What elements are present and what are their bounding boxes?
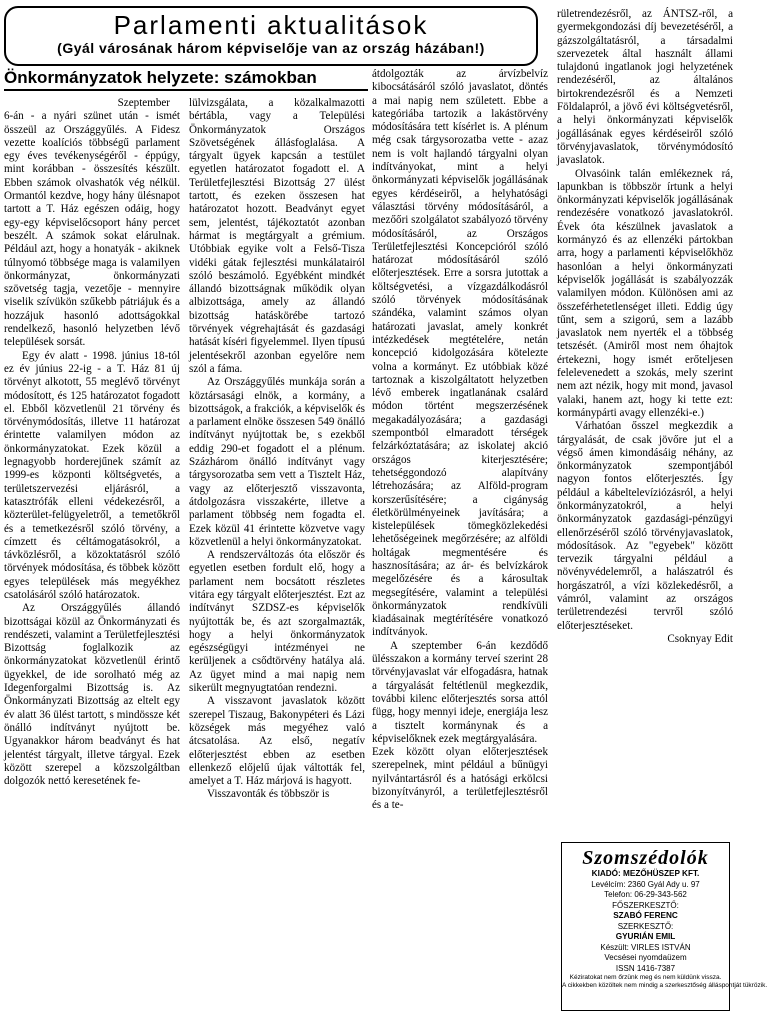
article-column-1 xyxy=(4,97,180,1009)
paragraph: A visszavont javaslatok között szerepel Tiszaug, Bakonypéteri és Lázi községek más megyéhez való átcsatolása. Az első, negatív előterjesztést ebben az esetben ellenkező előjelű újak váltották fel, amelyet a T. Ház márjová is hagyott. xyxy=(189,695,365,788)
paragraph: Egy év alatt - 1998. június 18-tól ez év június 22-ig - a T. Ház 81 új törvényt alkotott, 55 meglévő törvényt módosított, és 125 határozatot fogadott el. Ebből közvetlenül 21 törvény és törvénymódosítás, illetve 11 határozat érintette valamilyen módon az önkormányzatokat. Ezek közül a legnagyobb horderejűnek számít az 1999-es központi költségvetés, a területszervezési eljárásról, a katasztrófák elleni védekezésről, a közterület-felügyeletről, a temetőkről és a temetkezésről szóló törvény, a címzett és céltámogatásokról, a távközlésről, a közoktatásról szóló törvények módosítása, és többek között egyes települések más megyékhez csatolásáról szóló határozatok. xyxy=(4,349,180,601)
article-author: Csoknyay Edit xyxy=(667,632,733,645)
imprint-issn: ISSN 1416-7387 xyxy=(615,963,676,973)
paragraph: lülvizsgálata, a közalkalmazotti bértábla, vagy a Települési Önkormányzatok Országos Szövetségének állásfoglalása. A tárgyalt ügyek kapcsán a testület egyetlen határozatot fogadott el. A Területfejlesztési Bizottság 27 ülést tartott, és ezeken összesen hat határozatot hozott. Beadványt egyet sem, jelentést, tájékoztatót azonban hármat is megtárgyalt a grémium. Utóbbiak egyike volt a Felső-Tisza vidéki gátak fejlesztési munkálatairól szóló beszámoló. Egyébként mindkét állandó bizottságnak működik olyan albizottsága, amely az állandó bizottság hatáskörébe tartozó törvények végrehajtását és gazdasági hatását kíséri figyelemmel. Ilyen típusú jelentésekről azonban egyelőre nem szól a fáma. xyxy=(189,97,365,375)
paragraph: Olvasóink talán emlékeznek rá, lapunkban is többször írtunk a helyi önkormányzati képviselők jogállásának rendezésére vonatkozó javaslatokról. Évek óta készülnek javaslatok a kormányzó és az ellenzéki pártokban arra, hogy a parlamenti képviselőkhöz hasonlóan a helyi önkormányzati képviselők jogállását is szabályozzák valamilyen módon. Különösen ami az összeférhetetlenséget illeti. Eddig úgy tűnt, sem a szigorú, sem a lazább javaslatok nem nyerték el a többség tetszését. (Amiről most nem óhajtok értekezni, hogy ismét erőteljesen felelevenedett a szokás, mely szerint nem azt nézik, hogy mit mond, javasol valaki, hanem azt, hogy ki tette ezt: kormánypárti avagy ellenzéki-e.) xyxy=(557,167,733,419)
section-subtitle: (Gyál városának három képviselője van az ország házában!) xyxy=(57,40,485,56)
paragraph: A rendszerváltozás óta először és egyetlen esetben fordult elő, hogy a parlament nem bocsátott részletes vitára egy tárgyalt előterjesztést. Ezt az indítványt SZDSZ-es képviselők nyújtották be, és azt szorgalmazták, hogy a helyi önkormányzatok egészségügyi intézményei ne kerüljenek a csődtörvény hatálya alá. Az ügyet mind a mai napig nem sikerült megnyugtatóan rendezni. xyxy=(189,549,365,695)
paragraph: Az Országgyűlés állandó bizottságai közül az Önkormányzati és rendészeti, valamint a Területfejlesztési Bizottság foglalkozik az önkormányzatokat közvetlenül érintő ügyekkel, de ide sorolható még az Idegenforgalmi Bizottság is. Az Önkormányzati Bizottság az eltelt egy év alatt 36 ülést tartott, s mindössze két önálló indítványt nyújtott be. Ugyanakkor három beadványt és hat jelentést tárgyalt, illetve tárgyal. Ezek között szerepel a közszolgáltban dolgozók nettó keresetének fe- xyxy=(4,602,180,788)
imprint-editor-name: SZABÓ FERENC xyxy=(613,911,678,920)
article-column-3 xyxy=(372,68,548,1010)
paragraph: A szeptember 6-án kezdődő ülésszakon a kormány terveí szerint 28 törvényjavaslat vár elfogadásra, hatnak a tárgyalását feltétlenül megkezdik, további kilenc előterjesztés sorsa attól függ, hogy mennyi ideje, energiája lesz a tisztelt kormánynak és a képviselőknek ezek megtárgyalására. xyxy=(372,639,548,745)
paragraph: 6-án - a nyári szünet után - ismét összeül az Országgyűlés. A Fidesz vezette koalíciós többségű parlament egy éves tevékenységéről - éppúgy, mint korábban - összesítés készült. Ebben számok olvashatók vég nélkül. Ormantól kezdve, hogy hány ülésnapot tartott a T. Ház egészen odáig, hogy egy-egy képviselőcsoport hány percet beszélt. A számok sokat elárulnak. Például azt, hogy a honatyák - akiknek túlnyomó többsége maga is valamilyen önkormányzat, önkormányzati szövetség tagja, vezetője - mennyire viselik szívükön szűkebb pátriájuk és a hozzájuk hasonló adottságokkal rendelkező, hasonló helyzetben lévő települések sorsát. xyxy=(4,110,180,349)
imprint-notice-2: A cikkekben közöltek nem mindig a szerkesztőség álláspontját tükrözik. xyxy=(562,982,767,989)
imprint-printer-line: Vecsései nyomdaüzem xyxy=(604,953,687,962)
imprint-publisher: KIADÓ: MEZŐHÜSZEP KFT. xyxy=(591,869,700,878)
imprint-printer: Készült: VIRLES ISTVÁN xyxy=(600,942,691,952)
imprint-subeditor-label: SZERKESZTŐ: xyxy=(617,921,674,931)
paragraph: rületrendezésről, az ÁNTSZ-ről, a gyermekgondozási díj bevezetéséről, a gázszolgáltatásról, a társadalmi szervezetek által használt állami tulajdonú ingatlanok jogi helyzetének rendezéséről, az általános birtokrendezésről és a Nemzeti Földalapról, a jövő évi költségvetésről, a helyi önkormányzati képviselők jogállásának egyes kérdéseiről szóló törvényjavaslatok, törvénymódosító javaslatok. xyxy=(557,8,733,167)
article-column-2 xyxy=(189,97,365,1009)
imprint-box xyxy=(561,842,767,1011)
paragraph: Ezek között olyan előterjesztések szerepelnek, mint például a bűnügyi nyilvántartásról és a hatósági erkölcsi bizonyítványról, a területfejlesztésről és a te- xyxy=(372,746,548,812)
paragraph: Várhatóan ősszel megkezdik a tárgyalását, de csak jövőre jut el a végső ámen kimondásáig néhány, az önkormányzatok szempontjából nagyon fontos előterjesztés. Így például a kábeltelevíziózásról, a helyi önkormányzatokról, a helyi önkormányzatok gazdasági-pénzügyi ellenőrzéséről szóló törvényjavaslatok, módosítások. Az "egyebek" között tervezik tárgyalni például a növényvédelemről, a halászatról és horgászatról, a vízi közlekedésről, a vámról, valamint az országos területrendezési tervről szóló előterjesztéseket. xyxy=(557,420,733,632)
article-column-4 xyxy=(557,8,733,816)
article-date: Szeptember xyxy=(117,97,170,109)
section-title: Parlamenti aktualitások xyxy=(113,10,429,40)
headline-rule xyxy=(4,89,368,91)
imprint-editor-label: FŐSZERKESZTŐ: xyxy=(612,900,679,910)
article-headline: Önkormányzatok helyzete: számokban xyxy=(4,68,317,87)
imprint-title: Szomszédolók xyxy=(582,847,709,869)
imprint-phone: Telefon: 06-29-343-562 xyxy=(604,890,687,899)
imprint-notice-1: Kéziratokat nem őrzünk meg és nem küldünk vissza. xyxy=(569,974,722,981)
paragraph: Visszavonták és többször is xyxy=(207,788,330,801)
imprint-subeditor-name: GYURIÁN EMIL xyxy=(615,932,676,941)
imprint-address: Levélcím: 2360 Gyál Ady u. 97 xyxy=(591,879,700,889)
section-header-box xyxy=(4,6,538,66)
paragraph: Az Országgyűlés munkája során a köztársasági elnök, a kormány, a bizottságok, a frakciók, a képviselők és a parlament elnöke összesen 549 önálló indítványt nyújtottak be, s ezekből eddig 290-et fogadott el a plénum. Százhárom önálló indítványt vagy tárgysorozatba sem vett a Tisztelt Ház, vagy az előterjesztő visszavonta, átdolgozásra visszakérte, illetve a parlament többség nem fogadta el. Ezek közül 41 érintette közvetve vagy közvetlenül a helyi önkormányzatokat. xyxy=(189,376,365,548)
paragraph: átdolgozták az árvízbelvíz kibocsátásáról szóló javaslatot, döntés a mai napig nem született. Ebbe a kategóriába tartozik a lakástörvény módosítására tett kísérlet is. A plénum még csak tárgysorozatba vette - azaz nem is volt hajlandó tárgyalni olyan indítványokat, mint a helyi önkormányzati képviselők jogállásának egyes kérdéseiről, a helyhatósági választási törvény módosításáról, a mezőőri szolgálatot szabályozó törvény módosításáról, az Országos Területfejlesztési Koncepcióról szóló határozat módosításáról szóló előterjesztések. Erre a sorsra jutottak a költségvetési, a vízgazdálkodásról szóló törvények módosításának szándéka, valamint számos olyan határozati javaslat, amely konkrét intézkedések megtételére, netán koncepció kidolgozására kötelezte volna a kormányt. Ez utóbbiak közé tartoznak a kiszolgáltatott helyzetben lévő emberek ingatlanának csalárd módon történt megszerzésének megakadályozására; a gazdasági szempontból elmaradott térségek felzárkóztatására; az iskolatej akció országos kiterjesztésére; tehetséggondozó alapítvány létrehozására; az Alföld-program korszerűsítésére; a cigányság életkörülményeinek javítására; a kistelepülések tömegközlekedési lehetőségeinek megőrzésére; az alföldi holtágak megmentésére és hasznosítására; az ár- és belvízkárok megelőzésére és a károsultak megsegítésére, valamint a települési önkormányzatok rendkívüli kiadásainak megtérítésére vonatkozó indítványok. xyxy=(372,68,548,639)
